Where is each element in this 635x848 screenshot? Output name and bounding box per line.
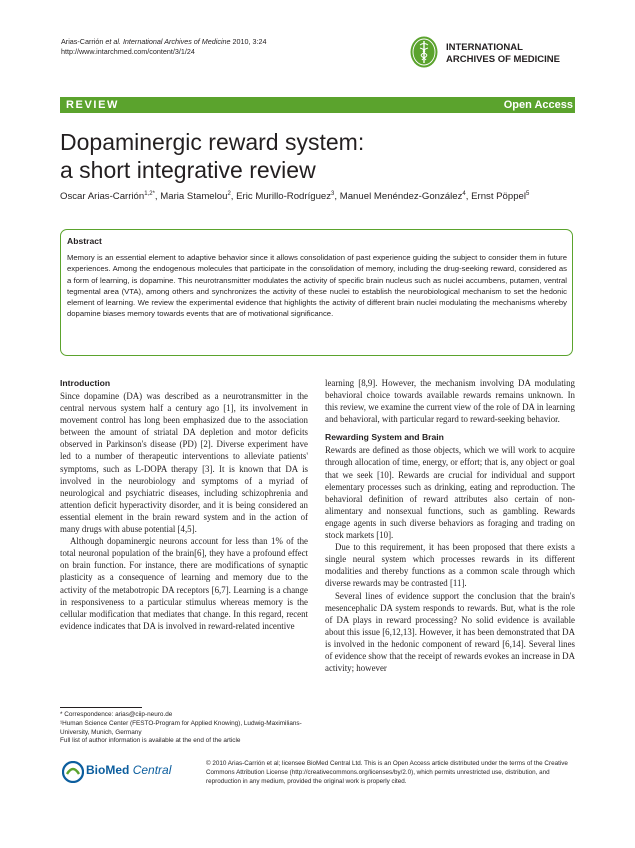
journal-name: INTERNATIONAL ARCHIVES OF MEDICINE (446, 42, 561, 65)
reward-paragraph-3: Several lines of evidence support the conclusion that the brain's mesencephalic DA system responds to rewards. But, what is the role of DA plays in reward processing? No solid evidence is available about this issue [6,12,13]. However, it has been demonstrated that DA is involved in the hedonic component of reward [6,14]. Several lines of evidence show that the receipt of rewards evokes an increase in DA activity; however (325, 590, 575, 674)
intro-paragraph-2: Although dopaminergic neurons account for less than 1% of the total neuronal population of the brain[6], they have a profound effect on brain function. For instance, there are modifications of synaptic plasticity as a consequence of learning and memory due to the activity of the metabotropic DA receptors [6,7]. Learning is a change in responsiveness to a particular stimulus whereas memory is the cellular modification that mediates that change. In this regard, recent evidence indicates that DA is involved in reward-related incentive (60, 536, 308, 631)
author-info-note: Full list of author information is available at the end of the article (60, 737, 241, 745)
reward-paragraph-2: Due to this requirement, it has been proposed that there exists a single neural system which processes rewards in its different modalities and thereby functions as a common scale through which diverse rewards may be contrasted [11]. (325, 542, 575, 589)
intro-paragraph-1: Since dopamine (DA) was described as a neurotransmitter in the central nervous system half a century ago [1], its involvement in movement control has long been emphasized due to the association between the amount of striatal DA depletion and motor deficits observed in Parkinson's disease (PD) [2]. Diverse experiment have led to a number of therapeutic interventions to alleviate patients' symptoms, such as L-DOPA therapy [3]. It is known that DA is involved in the neurobiology and symptoms of a myriad of neurological and psychiatric diseases, including schizophrenia and attention deficit hyperactivity disorder, and it is being considered an essential element in the brain reward system and in the action of many drugs with abuse potential [4,5]. (60, 391, 308, 535)
caduceus-icon (410, 36, 438, 68)
affiliation-note: ¹Human Science Center (FESTO-Program for Applied Knowing), Ludwig-Maximilians-University, Munich, Germany (60, 719, 302, 736)
author-list: Oscar Arias-Carrión$^{1,2*}$, Maria Stamelou$^2$, Eric Murillo-Rodríguez$^3$, Manuel Menéndez-González$^4$, Ernst Pöppel$^5$ (60, 191, 530, 203)
reward-paragraph-1: Rewards are defined as those objects, which we will work to acquire through allocation of time, energy, or effort; that is, any object or goal that we seek [10]. Rewards are crucial for individual and support elementary processes such as drinking, eating and reproduction. The behavioral definition of reward attributes also certain of non-alimentary and nonsexual functions, such as gambling. Rewards engage agents in such diverse behaviors as foraging and trading on stock markets [10]. (325, 445, 575, 541)
header-citation: Arias-Carrión et al. International Archives of Medicine 2010, 3:24 (61, 37, 267, 46)
section-label: REVIEW (66, 99, 119, 111)
publisher-logo-text: BioMed Central (86, 763, 172, 777)
intro-heading: Introduction (60, 378, 111, 388)
abstract-heading: Abstract (67, 236, 102, 246)
correspondence-note: * Correspondence: arias@ciip-neuro.de (60, 711, 173, 718)
article-title: Dopaminergic reward system: a short integrative review (60, 129, 365, 183)
section-banner (60, 97, 575, 113)
body-right-column (325, 377, 575, 674)
footnote-divider (60, 707, 142, 708)
header-url[interactable]: http://www.intarchmed.com/content/3/1/24 (61, 47, 195, 56)
body-left-column (60, 377, 308, 632)
right-paragraph-1: learning [8,9]. However, the mechanism involving DA modulating behavioral choice towards available rewards remains unknown. In this review, we examine the current view of the role of DA in learning and behavioral, with particular regard to reward-seeking behavior. (325, 378, 575, 425)
license-text: © 2010 Arias-Carrión et al; licensee BioMed Central Ltd. This is an Open Access article distributed under the terms of the Creative Commons Attribution License (http://creativecommons.org/licenses/by/2.0), which permits unrestricted use, distribution, and reproduction in any medium, provided the original work is properly cited. (206, 760, 568, 785)
reward-heading: Rewarding System and Brain (325, 432, 444, 443)
biomed-central-icon (62, 761, 84, 783)
abstract-text: Memory is an essential element to adaptive behavior since it allows consolidation of past experience guiding the subject to consider them in future experiences. Among the endogenous molecules that participate in the consolidation of memory, including the drug-seeking reward, considered as a form of learning, is dopamine. This neurotransmitter modulates the activity of specific brain nucleus such as nuclei accumbens, putamen, ventral tegmental area (VTA), among others and synchronizes the activity of these nuclei to establish the neurobiological mechanism to set the hedonic element of learning. We review the experimental evidence that highlights the activity of different brain nuclei modulating the mechanisms whereby dopamine biases memory towards events that are of motivational significance. (67, 253, 567, 319)
open-access-label: Open Access (503, 99, 573, 111)
footnotes (60, 711, 310, 746)
